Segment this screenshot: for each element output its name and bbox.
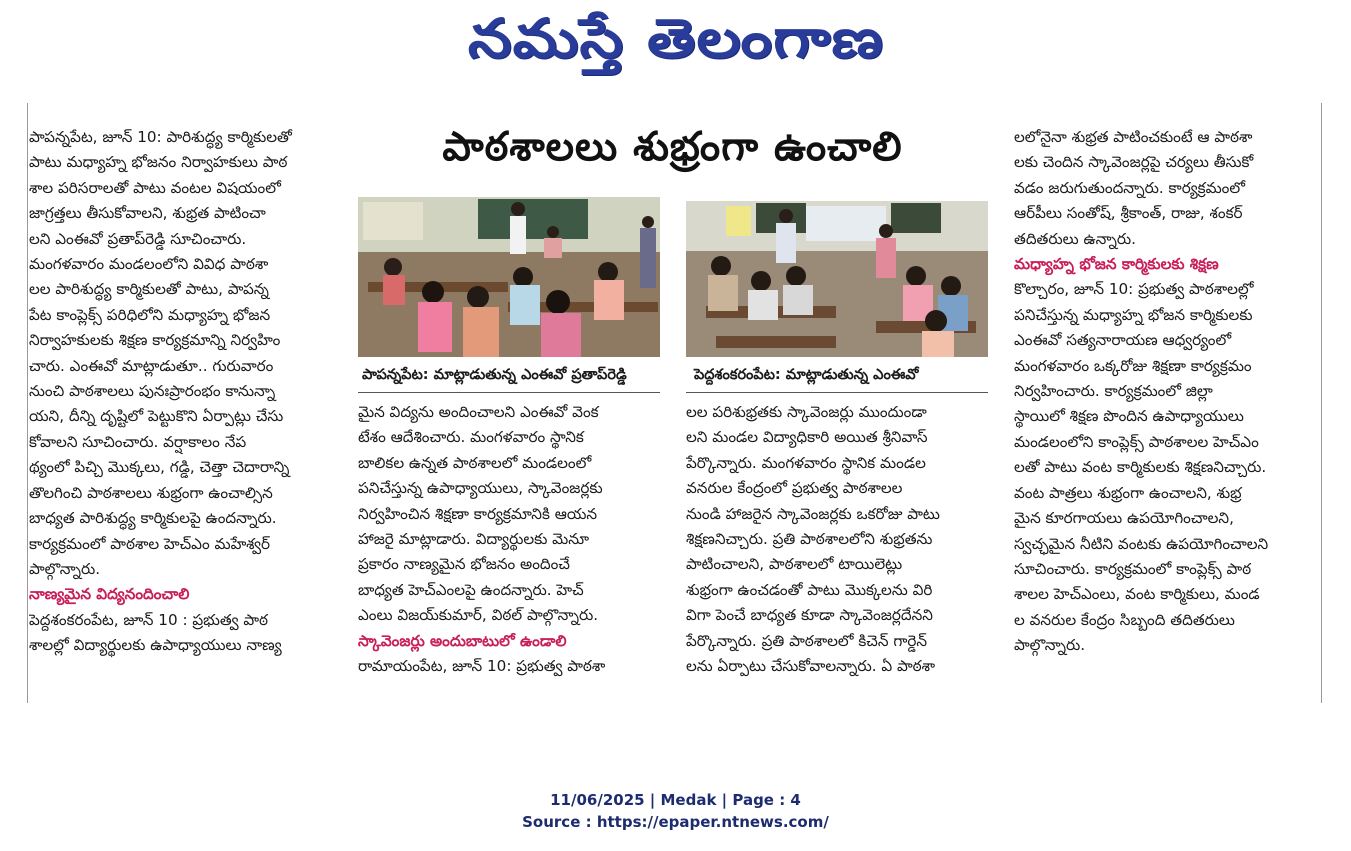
text-line: కోవాలని సూచించారు. వర్షాకాలం నేప <box>29 432 247 451</box>
text-line: తదితరులు ఉన్నారు. <box>1014 229 1137 248</box>
text-line: రామాయంపేట, జూన్ 10: ప్రభుత్వ పాఠశా <box>358 657 606 676</box>
column-1 <box>29 125 333 659</box>
text-line: చారు. ఎంఈవో మాట్లాడుతూ.. గురువారం <box>29 356 274 375</box>
text-line: ల వనరుల కేంద్రం సిబ్బంది తదితరులు <box>1014 610 1235 629</box>
left-border-rule <box>27 103 28 703</box>
text-line: ఎంఈవో సత్యనారాయణ ఆధ్వర్యంలో <box>1014 331 1232 350</box>
text-line: నుంచి పాఠశాలలు పునఃప్రారంభం కానున్నా <box>29 382 276 401</box>
column-4 <box>1014 125 1318 659</box>
text-line: మైన విద్యను అందించాలని ఎంఈవో వెంక <box>358 403 599 421</box>
text-line: శుభ్రంగా ఉంచడంతో పాటు మొక్కలను విరి <box>686 580 933 599</box>
text-line: వనరుల కేంద్రంలో ప్రభుత్వ పాఠశాలల <box>686 479 903 498</box>
text-line: బాధ్యత హెచ్ఎంలపై ఉందన్నారు. హెచ్ <box>358 580 584 599</box>
text-line: పెద్దశంకరంపేట, జూన్ 10 : ప్రభుత్వ పాఠ <box>29 610 269 629</box>
text-line: లని ఎంఈవో ప్రతాప్‌రెడ్డి సూచించారు. <box>29 229 247 248</box>
text-line: వడం జరుగుతుందన్నారు. కార్యక్రమంలో <box>1014 178 1246 197</box>
text-line: టేశం ఆదేశించారు. మంగళవారం స్థానిక <box>358 428 584 447</box>
text-line: విగా పెంచే బాధ్యత కూడా స్కావెంజర్లదేనని <box>686 606 933 625</box>
photo-papannapet-training <box>358 197 660 357</box>
text-line: మండలంలోని కాంప్లెక్స్ పాఠశాలల హెచ్ఎం <box>1014 432 1259 451</box>
text-line: కార్యక్రమంలో పాఠశాల హెచ్ఎం మహేశ్వర్ <box>29 534 271 553</box>
text-line: మంగళవారం మండలంలోని వివిధ పాఠశా <box>29 255 269 274</box>
text-line: సూచించారు. కార్యక్రమంలో కాంప్లెక్స్ పాఠ <box>1014 559 1252 578</box>
caption-divider <box>686 392 988 393</box>
text-line: లను ఏర్పాటు చేసుకోవాలన్నారు. ఏ పాఠశా <box>686 657 936 676</box>
text-line: తొలగించి పాఠశాలలు శుభ్రంగా ఉంచాల్సిన <box>29 483 273 502</box>
right-border-rule <box>1321 103 1322 703</box>
subheading: స్కావెంజర్లు అందుబాటులో ఉండాలి <box>358 631 567 650</box>
text-line: స్వచ్ఛమైన నీటిని వంటకు ఉపయోగించాలని <box>1014 534 1269 553</box>
caption-divider <box>358 392 660 393</box>
text-line: పాటించాలని, పాఠశాలలో టాయిలెట్లు <box>686 555 903 574</box>
text-line: లల పారిశుద్ధ్య కార్మికులతో పాటు, పాపన్న <box>29 280 269 299</box>
text-line: శాల పరిసరాలతో పాటు వంటల విషయంలో <box>29 178 281 197</box>
footer-source-link[interactable]: Source : https://epaper.ntnews.com/ <box>522 813 829 831</box>
text-line: బాలికల ఉన్నత పాఠశాలలో మండలంలో <box>358 453 592 472</box>
text-line: బాధ్యత పారిశుద్ధ్య కార్మికులపై ఉందన్నారు. <box>29 509 277 528</box>
photo-peddashankarampet-training <box>686 201 988 357</box>
text-line: లతో పాటు వంట కార్మికులకు శిక్షణనిచ్చారు. <box>1014 458 1267 477</box>
text-line: హాజరై మాట్లాడారు. విద్యార్థులకు మెనూ <box>358 530 590 549</box>
text-line: ఎంలు విజయ్‌కుమార్, విఠల్ పాల్గొన్నారు. <box>358 606 599 625</box>
text-line: వంట పాత్రలు శుభ్రంగా ఉంచాలని, శుభ్ర <box>1014 483 1242 502</box>
text-line: శిక్షణనిచ్చారు. ప్రతి పాఠశాలలోని శుభ్రతను <box>686 530 933 549</box>
text-line: పేర్కొన్నారు. ప్రతి పాఠశాలలో కిచెన్ గార్డెన్ <box>686 631 927 650</box>
text-line: లల పరిశుభ్రతకు స్కావెంజర్లు ముందుండా <box>686 403 927 421</box>
text-line: నిర్వహించిన శిక్షణా కార్యక్రమానికి ఆయన <box>358 504 598 523</box>
text-line: ఆర్‌పీలు సంతోష్, శ్రీకాంత్, రాజు, శంకర్ <box>1014 204 1243 223</box>
text-line: శాలల్లో విద్యార్థులకు ఉపాధ్యాయులు నాణ్య <box>29 636 282 655</box>
text-line: యని, దీన్ని దృష్టిలో పెట్టుకొని ఏర్పాట్లు చేసు <box>29 407 284 426</box>
text-line: పేర్కొన్నారు. మంగళవారం స్థానిక మండల <box>686 453 926 472</box>
text-line: పాపన్నపేట, జూన్ 10: పారిశుద్ధ్య కార్మికులతో <box>29 128 292 146</box>
text-line: పాల్గొన్నారు. <box>1014 636 1086 655</box>
text-line: లకు చెందిన స్కావెంజర్లపై చర్యలు తీసుకో <box>1014 153 1254 172</box>
text-line: పేట కాంప్లెక్స్ పరిధిలోని మధ్యాహ్న భోజన <box>29 305 271 324</box>
text-line: నుండి హాజరైన స్కావెంజర్లకు ఒకరోజు పాటు <box>686 504 940 523</box>
subheading: నాణ్యమైన విద్యనందించాలి <box>29 585 190 604</box>
text-line: స్థాయిలో శిక్షణ పొందిన ఉపాధ్యాయులు <box>1014 407 1244 426</box>
text-line: పాల్గొన్నారు. <box>29 559 101 578</box>
article-headline: పాఠశాలలు శుభ్రంగా ఉంచాలి <box>442 124 903 170</box>
text-line: పనిచేస్తున్న మధ్యాహ్న భోజన కార్మికులకు <box>1014 305 1253 324</box>
text-line: కొల్చారం, జూన్ 10: ప్రభుత్వ పాఠశాలల్లో <box>1014 280 1254 299</box>
text-line: నిర్వాహకులకు శిక్షణ కార్యక్రమాన్ని నిర్వహిం <box>29 331 281 350</box>
photo1-caption: పాపన్నపేట: మాట్లాడుతున్న ఎంఈవో ప్రతాప్‌రెడ్డి <box>362 367 627 383</box>
text-line: మంగళవారం ఒక్కరోజు శిక్షణా కార్యక్రమం <box>1014 356 1252 375</box>
text-line: పాటు మధ్యాహ్న భోజనం నిర్వాహకులు పాఠ <box>29 153 288 172</box>
masthead <box>0 0 1351 90</box>
footer-edition-info: 11/06/2025 | Medak | Page : 4 <box>550 791 801 809</box>
subheading: మధ్యాహ్న భోజన కార్మికులకు శిక్షణ <box>1014 255 1219 274</box>
text-line: మైన కూరగాయలు ఉపయోగించాలని, <box>1014 509 1234 528</box>
column-2 <box>358 400 660 679</box>
text-line: శాలల హెచ్ఎంలు, వంట కార్మికులు, మండ <box>1014 585 1260 604</box>
text-line: పనిచేస్తున్న ఉపాధ్యాయులు, స్కావెంజర్లకు <box>358 479 603 498</box>
newspaper-title: నమస్తే తెలంగాణ <box>467 6 884 70</box>
text-line: ప్రకారం నాణ్యమైన భోజనం అందించే <box>358 555 570 574</box>
column-3 <box>686 400 988 679</box>
text-line: నిర్వహించారు. కార్యక్రమంలో జిల్లా <box>1014 382 1213 401</box>
text-line: లలోనైనా శుభ్రత పాటించకుంటే ఆ పాఠశా <box>1014 128 1253 146</box>
text-line: లని మండల విద్యాధికారి అయిత శ్రీనివాస్ <box>686 428 928 447</box>
photo2-caption: పెద్దశంకరంపేట: మాట్లాడుతున్న ఎంఈవో <box>694 367 919 383</box>
text-line: థ్యంలో పిచ్చి మొక్కలు, గడ్డి, చెత్తా చెదారాన్ని <box>29 458 290 477</box>
text-line: జాగ్రత్తలు తీసుకోవాలని, శుభ్రత పాటించా <box>29 204 266 223</box>
